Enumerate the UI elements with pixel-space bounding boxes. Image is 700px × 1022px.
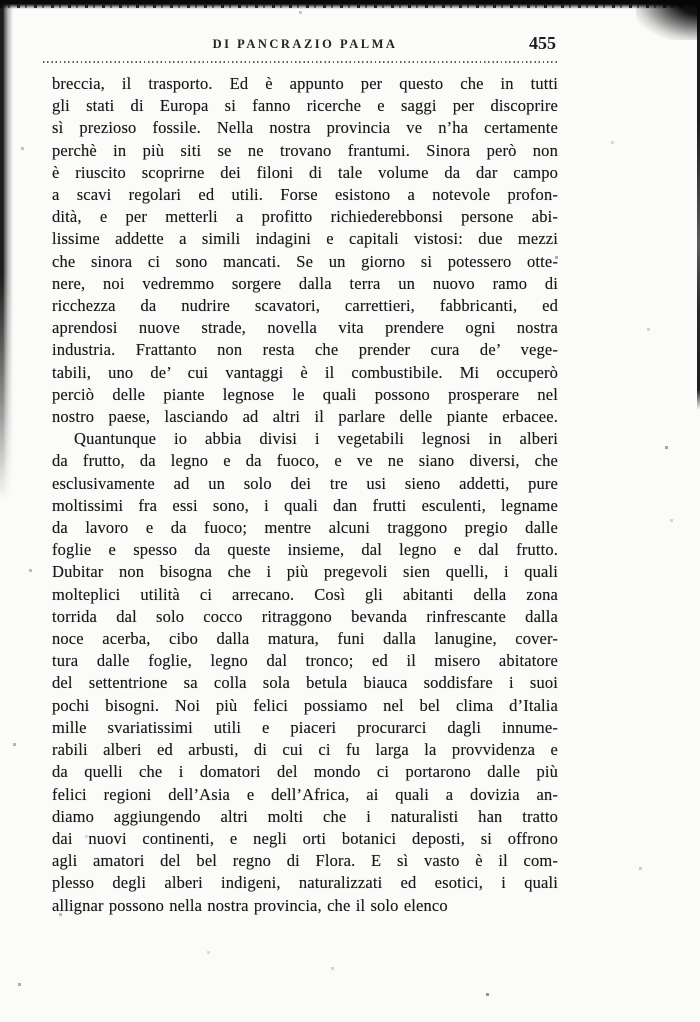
text-line: è riuscito scoprirne dei filoni di tale volume da dar campo bbox=[52, 162, 558, 182]
text-line: Dubitar non bisogna che i più pregevoli sien quelli, i quali bbox=[52, 562, 558, 582]
page-number: 455 bbox=[529, 33, 556, 53]
text-line: nere, noi vedremmo sorgere dalla terra un nuovo ramo di bbox=[52, 273, 558, 293]
text-line: torrida dal solo cocco ritraggono bevanda rinfrescante dalla bbox=[52, 606, 558, 626]
text-line: molteplici utilità ci arrecano. Così gli abitanti della zona bbox=[52, 584, 558, 604]
text-line: a scavi regolari ed utili. Forse esistono a notevole profon- bbox=[52, 185, 558, 205]
header-dotted-rule bbox=[43, 61, 559, 63]
scan-noise-speckles bbox=[0, 0, 1, 1]
scan-artifact-left-edge bbox=[0, 0, 13, 500]
running-title: DI PANCRAZIO PALMA bbox=[212, 37, 398, 51]
text-line: noce acerba, cibo dalla matura, funi dalla lanugine, cover- bbox=[52, 629, 558, 649]
page-header bbox=[52, 33, 558, 57]
text-line: diamo aggiungendo altri molti che i naturalisti han tratto bbox=[52, 806, 558, 826]
text-line: tura dalle foglie, legno dal tronco; ed il misero abitatore bbox=[52, 651, 558, 671]
text-line: perciò delle piante legnose le quali possono prosperare nel bbox=[52, 384, 558, 404]
scan-artifact-top-edge bbox=[0, 0, 700, 9]
text-line: dai nuovi continenti, e negli orti botanici deposti, si offrono bbox=[52, 828, 558, 848]
text-line: dità, e per metterli a profitto richiederebbonsi persone abi- bbox=[52, 207, 558, 227]
paragraph bbox=[52, 73, 558, 428]
text-line: che sinora ci sono mancati. Se un giorno si potessero otte- bbox=[52, 251, 558, 271]
paragraph bbox=[52, 428, 558, 916]
text-line: allignar possono nella nostra provincia, che il solo elenco bbox=[52, 895, 448, 915]
text-line: Quantunque io abbia divisi i vegetabili legnosi in alberi bbox=[74, 429, 558, 449]
text-line: agli amatori del bel regno di Flora. E sì vasto è il com- bbox=[52, 851, 558, 871]
text-line: gli stati di Europa si fanno ricerche e saggi per discoprire bbox=[52, 96, 558, 116]
text-line: esclusivamente ad un solo dei tre usi sieno addetti, pure bbox=[52, 473, 558, 493]
text-line: pochi bisogni. Noi più felici possiamo nel bel clima d’Italia bbox=[52, 695, 558, 715]
text-line: aprendosi nuove strade, novella vita prendere ogni nostra bbox=[52, 318, 558, 338]
text-line: lissime addette a simili indagini e capitali vistosi: due mezzi bbox=[52, 229, 558, 249]
text-line: industria. Frattanto non resta che prender cura de’ vege- bbox=[52, 340, 558, 360]
text-line: sì prezioso fossile. Nella nostra provincia ve n’ha certamente bbox=[52, 118, 558, 138]
text-line: ricchezza da nudrire scavatori, carrettieri, fabbricanti, ed bbox=[52, 296, 558, 316]
text-line: da quelli che i domatori del mondo ci portarono dalle più bbox=[52, 762, 558, 782]
text-line: tabili, uno de’ cui vantaggi è il combustibile. Mi occuperò bbox=[52, 362, 558, 382]
text-line: breccia, il trasporto. Ed è appunto per questo che in tutti bbox=[52, 74, 558, 93]
text-line: da frutto, da legno e da fuoco, e ve ne siano diversi, che bbox=[52, 451, 558, 471]
scan-artifact-top-right-corner bbox=[636, 0, 700, 40]
text-line: rabili alberi ed arbusti, di cui ci fu larga la provvidenza e bbox=[52, 740, 558, 760]
text-line: foglie e spesso da queste insieme, dal legno e dal frutto. bbox=[52, 540, 558, 560]
text-line: da lavoro e da fuoco; mentre alcuni traggono pregio dalle bbox=[52, 518, 558, 538]
text-line: nostro paese, lasciando ad altri il parlare delle piante erbacee. bbox=[52, 407, 558, 427]
text-line: plesso degli alberi indigeni, naturalizzati ed esotici, i quali bbox=[52, 873, 558, 893]
text-line: moltissimi fra essi sono, i quali dan frutti esculenti, legname bbox=[52, 495, 558, 515]
page-body-text bbox=[52, 73, 558, 917]
text-line: perchè in più siti se ne trovano frantumi. Sinora però non bbox=[52, 140, 558, 160]
text-line: mille svariatissimi utili e piaceri procurarci dagli innume- bbox=[52, 717, 558, 737]
text-line: del settentrione sa colla sola betula biauca soddisfare i suoi bbox=[52, 673, 558, 693]
text-line: felici regioni dell’Asia e dell’Africa, ai quali a dovizia an- bbox=[52, 784, 558, 804]
